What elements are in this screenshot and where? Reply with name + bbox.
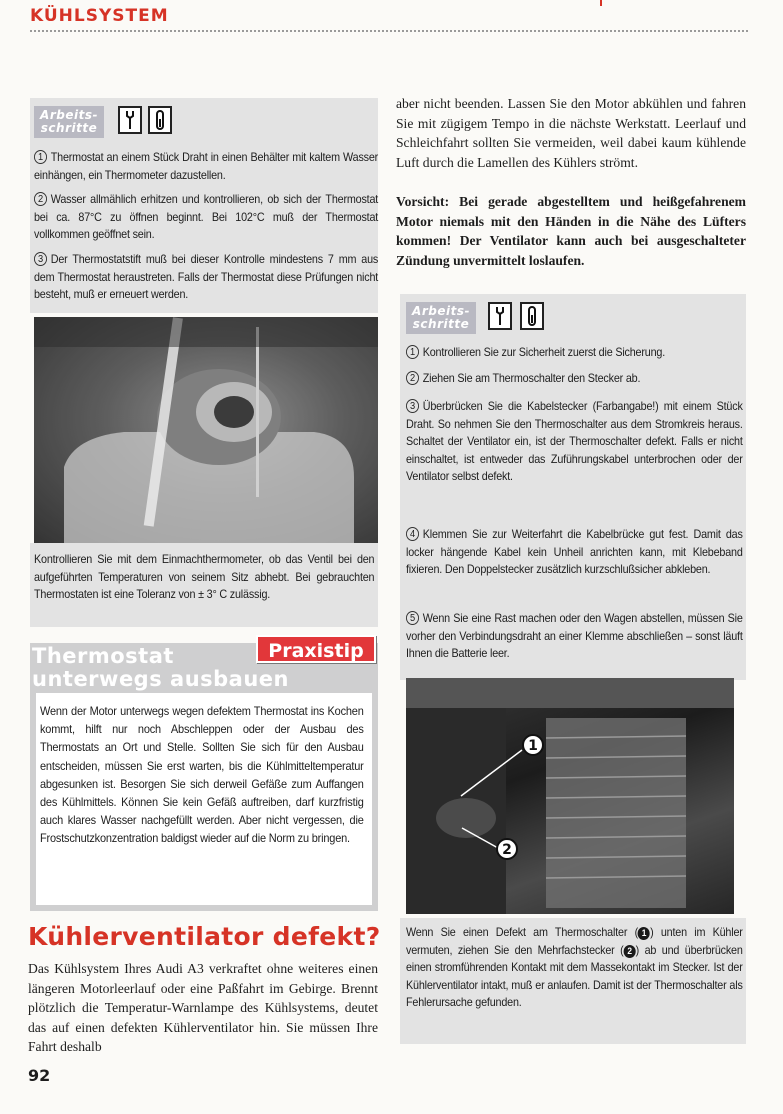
- step-number: 1: [406, 345, 419, 359]
- photo-caption-1: Kontrollieren Sie mit dem Einmachthermometer, ob das Ventil bei den aufgeführten Temperaturen von seinem Sitz abhebt. Bei gebrauchten Thermostaten ist eine Toleranz von ± 3° C zulässig.: [34, 553, 375, 602]
- header-rule: [30, 30, 748, 32]
- caption-ref-2: 2: [624, 945, 636, 958]
- badge-line-2: schritte: [412, 317, 470, 331]
- step-1: [34, 149, 378, 184]
- thermometer-icon: [148, 106, 172, 134]
- badge-line-1: Arbeits-: [40, 108, 98, 122]
- photo-caption-2: [406, 924, 743, 1012]
- step-text: Wenn Sie eine Rast machen oder den Wagen abstellen, müssen Sie vorher den Verbindungsdraht an einer Klemme abschließen – sonst läuft Ihnen die Batterie leer.: [406, 612, 743, 661]
- work-steps-badge: [406, 302, 476, 334]
- chapter-title: KÜHLSYSTEM: [30, 6, 169, 26]
- praxistip-heading: [32, 645, 289, 691]
- work-steps-panel-1: [30, 98, 378, 313]
- badge-line-2: schritte: [40, 121, 98, 135]
- wrench-icon: [488, 302, 512, 330]
- section-paragraph: Das Kühlsystem Ihres Audi A3 verkraftet ohne weiteres einen längeren Motorleerlauf oder eine Paßfahrt im Gebirge. Brennt plötzlich die Temperatur-Warnlampe des Kühlsystems, deutet das auf einen defekten Kühlerventilator hin. Sie müssen Ihre Fahrt deshalb: [28, 961, 378, 1055]
- caption-text: ) unten im Kühler vermuten, ziehen Sie den Mehrfachstecker (: [406, 926, 743, 957]
- praxistip-badge: Praxistip: [256, 635, 376, 663]
- step-number: 2: [406, 371, 419, 385]
- praxistip-heading-line-1: Thermostat: [32, 644, 174, 668]
- caption-ref-1: 1: [638, 927, 650, 940]
- warning-paragraph: Vorsicht: Bei gerade abgestelltem und heißgefahrenem Motor niemals mit den Händen in die Nähe des Lüfters kommen! Der Ventilator kann auch bei ausgeschalteter Zündung unvermittelt loslaufen.: [396, 194, 746, 268]
- caption-text: Wenn Sie einen Defekt am Thermoschalter (: [406, 926, 638, 939]
- page-number: 92: [28, 1066, 51, 1085]
- thermostat-photo: [34, 317, 378, 543]
- step-text: Wasser allmählich erhitzen und kontrollieren, ob sich der Thermostat bei ca. 87°C zu öffnen beginnt. Bei 102°C muß der Thermostat vollkommen geöffnet sein.: [34, 193, 379, 242]
- step-2: [34, 191, 378, 244]
- wrench-icon: [118, 106, 142, 134]
- step-2: [406, 370, 743, 388]
- callout-thermoschalter: 1: [522, 734, 544, 756]
- step-text: Überbrücken Sie die Kabelstecker (Farbangabe!) mit einem Stück Draht. So nehmen Sie den Thermoschalter aus dem Stromkreis heraus. Schaltet der Ventilator ein, ist der Thermoschalter defekt. Falls er nicht einschaltet, ist entweder das Zuführungskabel unterbrochen oder der Ventilator selbst defekt.: [406, 400, 743, 484]
- praxistip-text: Wenn der Motor unterwegs wegen defektem Thermostat ins Kochen kommt, hilft nur noch Abschleppen oder der Ausbau des Thermostats an Ort und Stelle. Sollten Sie sich für den Ausbau entscheiden, müssen Sie erst warten, bis die Kühlmitteltemperatur abgesunken ist. Besorgen Sie sich derweil Gefäße zum Auffangen des Kühlmittels. Können Sie kein Gefäß auftreiben, darf kurzfristig auch klares Wasser nachgefüllt werden. Aber nicht vergessen, die Frostschutzkonzentration baldigst wieder auf die Norm zu bringen.: [40, 704, 364, 846]
- callout-mehrfachstecker: 2: [496, 838, 518, 860]
- step-number: 3: [406, 399, 419, 413]
- work-steps-panel-2: [400, 294, 746, 680]
- section-heading: Kühlerventilator defekt?: [28, 922, 381, 951]
- step-number: 4: [406, 527, 419, 541]
- step-text: Thermostat an einem Stück Draht in einen Behälter mit kaltem Wasser einhängen, ein Thermometer dazustellen.: [34, 151, 379, 182]
- praxistip-heading-line-2: unterwegs ausbauen: [32, 667, 289, 691]
- step-3: [406, 398, 743, 486]
- step-5: [406, 610, 743, 663]
- step-number: 2: [34, 192, 47, 206]
- intro-paragraph: aber nicht beenden. Lassen Sie den Motor abkühlen und fahren Sie mit zügigem Tempo in die nächste Werkstatt. Leerlauf und Schleichfahrt sollten Sie vermeiden, weil dabei kaum kühlende Luft durch die Lamellen des Kühlers strömt.: [396, 96, 746, 170]
- step-number: 3: [34, 252, 47, 266]
- step-number: 1: [34, 150, 47, 164]
- step-3: [34, 251, 378, 304]
- thermometer-icon: [520, 302, 544, 330]
- caption-text: ) ab und überbrücken einen stromführenden Kontakt mit dem Massekontakt im Stecker. Ist der Kühlerventilator intakt, muß er anlaufen. Damit ist der Thermoschalter als Fehlerursache gefunden.: [406, 943, 743, 1010]
- header-marker: [600, 0, 602, 6]
- step-text: Klemmen Sie zur Weiterfahrt die Kabelbrücke gut fest. Damit das locker hängende Kabel kein Unheil anrichten kann, mit Klebeband fixieren. Den Doppelstecker zusätzlich kurzschlußsicher abkleben.: [406, 528, 743, 577]
- step-number: 5: [406, 611, 419, 625]
- step-text: Ziehen Sie am Thermoschalter den Stecker ab.: [422, 372, 641, 385]
- cooling-fan-switch-photo: [406, 678, 734, 914]
- step-text: Kontrollieren Sie zur Sicherheit zuerst die Sicherung.: [422, 346, 666, 359]
- step-text: Der Thermostatstift muß bei dieser Kontrolle mindestens 7 mm aus dem Thermostat heraustreten. Falls der Thermostat diese Prüfungen nicht besteht, muß er erneuert werden.: [34, 253, 379, 302]
- work-steps-badge: [34, 106, 104, 138]
- step-4: [406, 526, 743, 579]
- step-1: [406, 344, 743, 362]
- badge-line-1: Arbeits-: [412, 304, 470, 318]
